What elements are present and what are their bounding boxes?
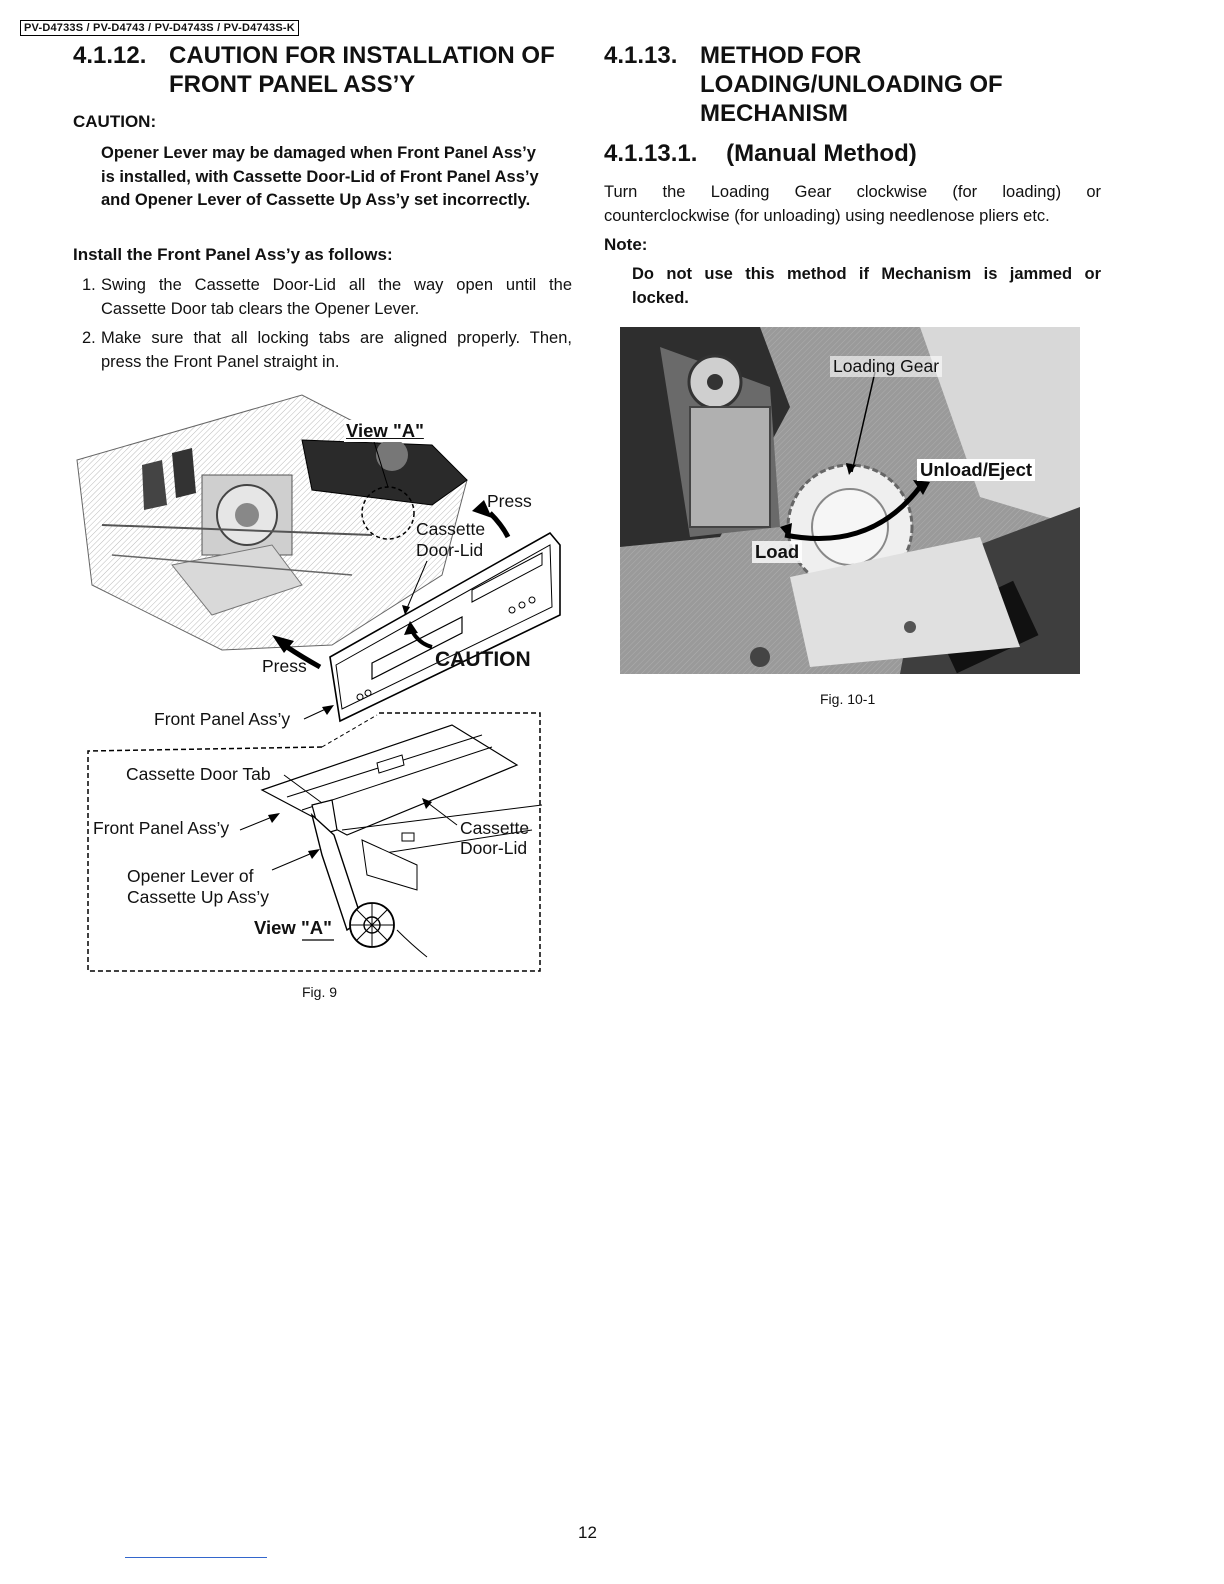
opener-leader-head xyxy=(308,849,320,859)
note-label: Note: xyxy=(604,235,648,254)
section-title-line-2: FRONT PANEL ASS’Y xyxy=(169,71,416,98)
install-heading: Install the Front Panel Ass’y as follows: xyxy=(73,245,393,264)
step-item xyxy=(82,326,572,374)
caution-figure-label: CAUTION xyxy=(435,648,531,671)
subsection-number: 4.1.13.1. xyxy=(604,140,698,167)
cassette-up-label: Cassette Up Ass’y xyxy=(127,887,269,907)
section-heading-4-1-12 xyxy=(73,41,593,101)
model-header: PV-D4733S / PV-D4743 / PV-D4743S / PV-D4743S-K xyxy=(20,20,299,36)
caution-line: is installed, with Cassette Door-Lid of Front Panel Ass’y xyxy=(101,167,539,186)
step-item xyxy=(82,273,572,321)
manual-method-paragraph xyxy=(604,180,1101,228)
caution-label: CAUTION: xyxy=(73,112,157,131)
fig-9-caption: Fig. 9 xyxy=(302,984,338,1000)
door-lid-label: Door-Lid xyxy=(416,540,484,560)
section-title-line-1: METHOD FOR xyxy=(700,42,862,69)
step-list xyxy=(82,273,572,374)
fig-10-1-photo xyxy=(620,327,1080,674)
note-line: locked. xyxy=(632,289,689,307)
step-line: press the Front Panel straight in. xyxy=(101,353,340,371)
section-title-line-2: LOADING/UNLOADING OF xyxy=(700,71,1003,98)
section-number: 4.1.13. xyxy=(604,42,678,69)
front-panel-label: Front Panel Ass’y xyxy=(154,709,291,729)
step-line: Make sure that all locking tabs are aligned properly. Then, xyxy=(101,329,572,347)
step-number: 2. xyxy=(82,329,96,347)
section-number: 4.1.12. xyxy=(73,42,147,69)
detail-panel-leader-head xyxy=(268,813,280,823)
press-label-right: Press xyxy=(487,491,532,511)
footer-link-rule xyxy=(125,1557,267,1558)
press-arrow-right-shaft xyxy=(490,513,508,537)
section-heading-4-1-13 xyxy=(604,41,1124,131)
section-title-line-3: MECHANISM xyxy=(700,100,848,127)
section-title xyxy=(700,41,1120,128)
press-label-left: Press xyxy=(262,656,307,676)
step-line: Cassette Door tab clears the Opener Lever. xyxy=(101,300,420,318)
note-text xyxy=(632,262,1101,310)
subsection-title: (Manual Method) xyxy=(726,140,917,167)
subsection-heading xyxy=(604,140,917,168)
page-number: 12 xyxy=(578,1523,597,1542)
detail-door-lid-label: Door-Lid xyxy=(460,838,528,858)
detail-connector xyxy=(322,715,377,747)
unload-eject-label: Unload/Eject xyxy=(917,459,1035,481)
step-number: 1. xyxy=(82,276,96,294)
caution-text xyxy=(101,142,571,213)
cassette-label: Cassette xyxy=(416,519,486,539)
cassette-door-tab-label: Cassette Door Tab xyxy=(126,764,271,784)
caution-line: Opener Lever may be damaged when Front Panel Ass’y xyxy=(101,144,536,162)
detail-view-a-label: View "A" xyxy=(254,917,332,938)
step-line: Swing the Cassette Door-Lid all the way open until the xyxy=(101,276,572,294)
detail-cassette-label: Cassette xyxy=(460,818,530,838)
detail-front-panel-label: Front Panel Ass’y xyxy=(93,818,230,838)
opener-lever-label: Opener Lever of xyxy=(127,866,254,886)
paragraph-line: Turn the Loading Gear clockwise (for loading) or xyxy=(604,183,1101,201)
section-title xyxy=(169,41,589,99)
caution-line: and Opener Lever of Cassette Up Ass’y set incorrectly. xyxy=(101,191,531,209)
paragraph-line: counterclockwise (for unloading) using needlenose pliers etc. xyxy=(604,207,1050,225)
note-line: Do not use this method if Mechanism is jammed or xyxy=(632,265,1101,283)
fig-10-1-caption: Fig. 10-1 xyxy=(820,691,876,707)
load-label: Load xyxy=(752,541,802,563)
loading-gear-label: Loading Gear xyxy=(830,356,942,377)
view-a-label: View "A" xyxy=(346,420,424,441)
section-title-line-1: CAUTION FOR INSTALLATION OF xyxy=(169,42,555,69)
